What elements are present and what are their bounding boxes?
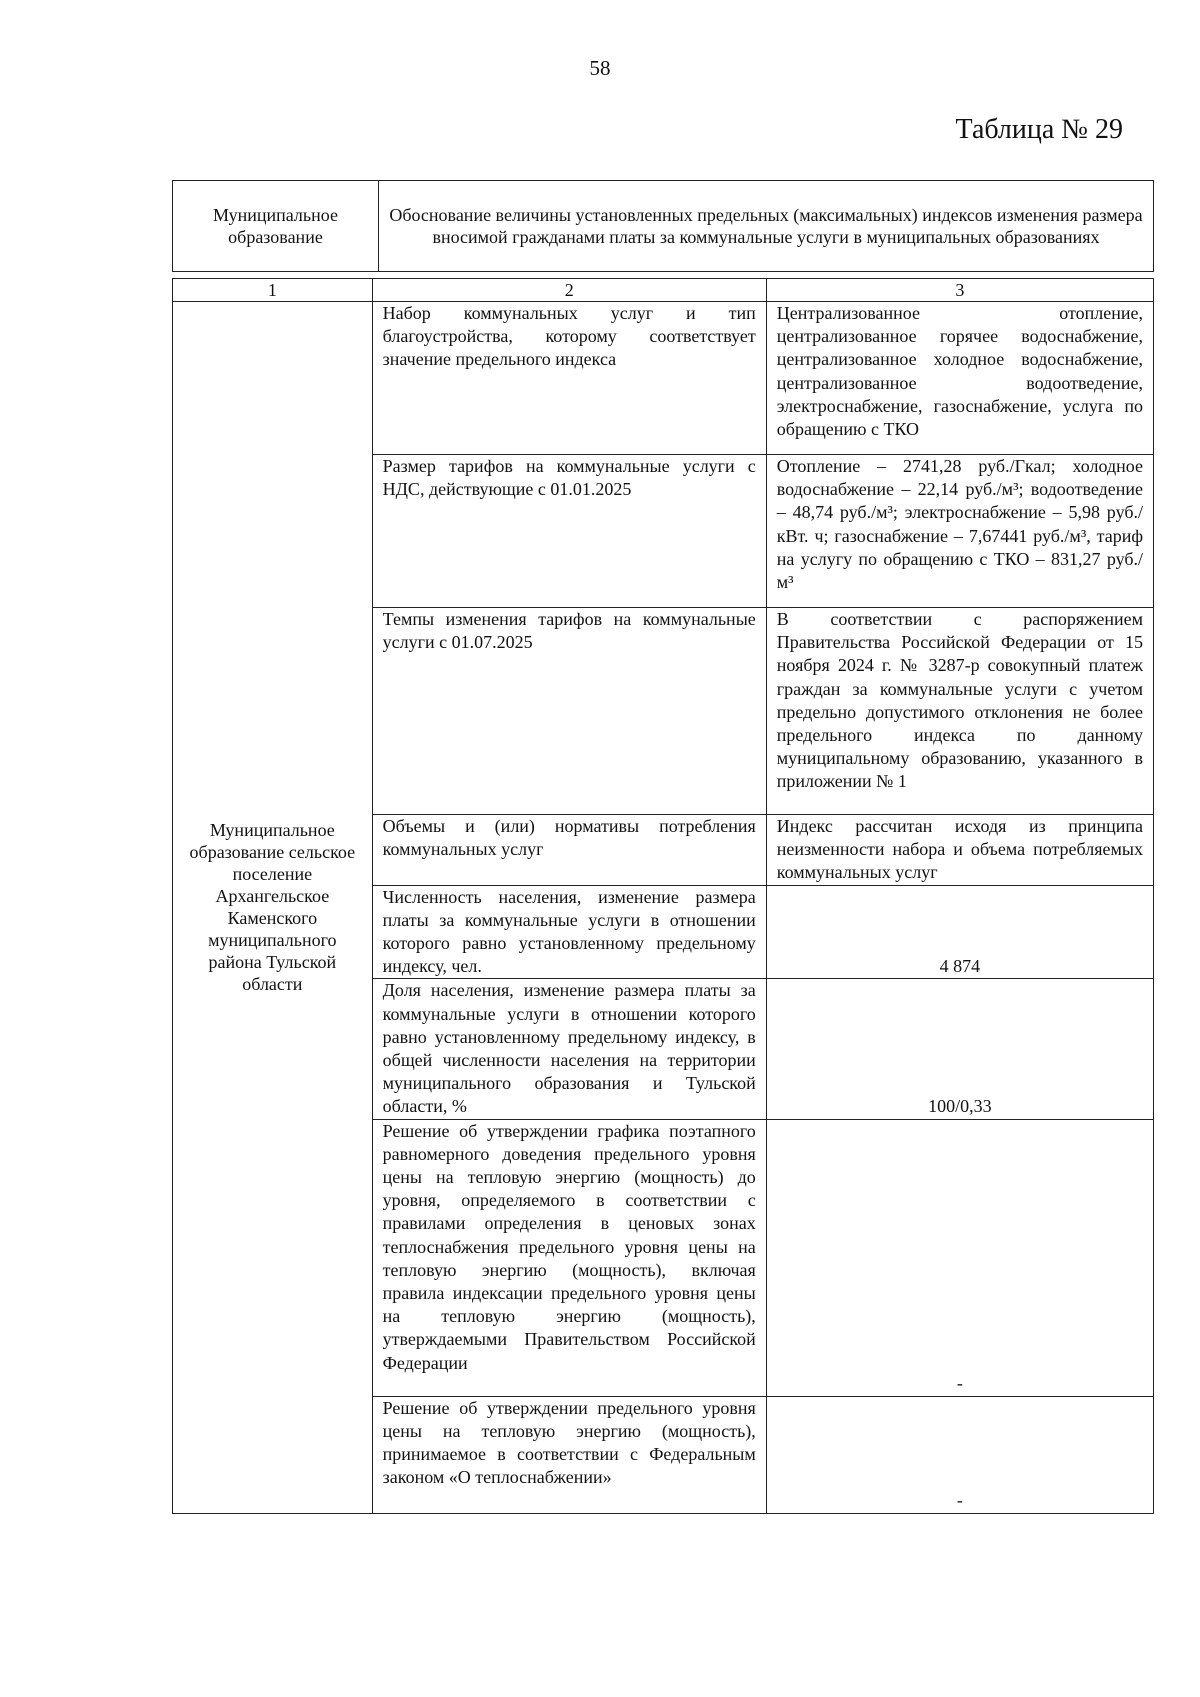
table-caption: Таблица № 29 bbox=[955, 114, 1123, 145]
header-justification: Обоснование величины установленных предельных (максимальных) индексов изменения размера вносимой гражданами платы за коммунальные услуги в муниципальных образованиях bbox=[379, 181, 1154, 272]
column-number: 1 bbox=[173, 279, 373, 302]
column-number-row bbox=[173, 279, 1154, 302]
table-row bbox=[173, 302, 1154, 455]
row-label: Решение об утверждении предельного уровня цены на тепловую энергию (мощность), принимаемое в соответствии с Федеральным законом «О теплоснабжении» bbox=[372, 1396, 766, 1513]
data-table bbox=[172, 278, 1154, 1514]
row-label: Численность населения, изменение размера платы за коммунальные услуги в отношении которого равно установленному предельному индексу, чел. bbox=[372, 885, 766, 979]
row-value: 100/0,33 bbox=[766, 979, 1153, 1119]
row-label: Объемы и (или) нормативы потребления коммунальных услуг bbox=[372, 815, 766, 886]
row-label: Решение об утверждении графика поэтапного равномерного доведения предельного уровня цены на тепловую энергию (мощность) до уровня, определяемого в соответствии с правилами определения в ценовых зонах теплоснабжения предельного уровня цены на тепловую энергию (мощность), включая правила индексации предельного уровня цены на тепловую энергию (мощность), утверждаемыми Правительством Российской Федерации bbox=[372, 1119, 766, 1396]
page-number: 58 bbox=[589, 56, 611, 80]
column-number: 2 bbox=[372, 279, 766, 302]
row-value: Централизованное отопление, централизованное горячее водоснабжение, централизованное холодное водоснабжение, централизованное водоотведение, электроснабжение, газоснабжение, услуга по обращению с ТКО bbox=[766, 302, 1153, 455]
row-value: Отопление – 2741,28 руб./Гкал; холодное водоснабжение – 22,14 руб./м³; водоотведение – 48,74 руб./м³; электроснабжение – 5,98 руб./кВт. ч; газоснабжение – 7,67441 руб./м³, тариф на услугу по обращению с ТКО – 831,27 руб./м³ bbox=[766, 455, 1153, 608]
municipality-cell: Муниципальное образование сельское поселение Архангельское Каменского муниципального района Тульской области bbox=[173, 302, 373, 1514]
row-value: 4 874 bbox=[766, 885, 1153, 979]
table-header bbox=[172, 180, 1154, 272]
header-municipality: Муниципальное образование bbox=[173, 181, 379, 272]
row-value: - bbox=[766, 1119, 1153, 1396]
row-value: - bbox=[766, 1396, 1153, 1513]
row-value: В соответствии с распоряжением Правительства Российской Федерации от 15 ноября 2024 г. № 3287-р совокупный платеж граждан за коммунальные услуги с учетом предельно допустимого отклонения не более предельного индекса по данному муниципальному образованию, указанного в приложении № 1 bbox=[766, 608, 1153, 815]
column-number: 3 bbox=[766, 279, 1153, 302]
row-value: Индекс рассчитан исходя из принципа неизменности набора и объема потребляемых коммунальных услуг bbox=[766, 815, 1153, 886]
row-label: Набор коммунальных услуг и тип благоустройства, которому соответствует значение предельного индекса bbox=[372, 302, 766, 455]
row-label: Темпы изменения тарифов на коммунальные услуги с 01.07.2025 bbox=[372, 608, 766, 815]
row-label: Доля населения, изменение размера платы за коммунальные услуги в отношении которого равно установленному предельному индексу, в общей численности населения на территории муниципального образования и Тульской области, % bbox=[372, 979, 766, 1119]
row-label: Размер тарифов на коммунальные услуги с НДС, действующие с 01.01.2025 bbox=[372, 455, 766, 608]
